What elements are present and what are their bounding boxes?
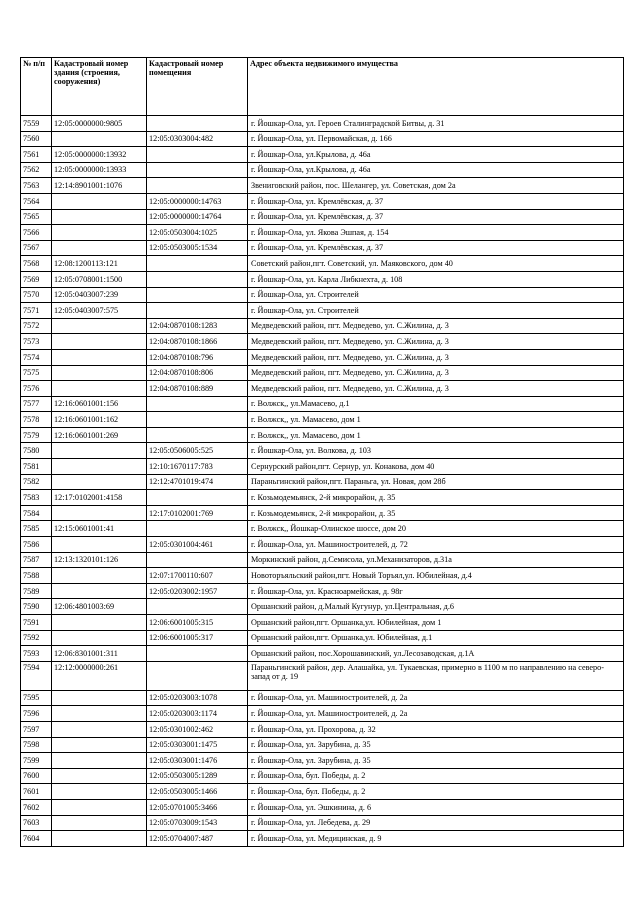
table-row — [21, 193, 624, 209]
cell-room-cadastral — [147, 256, 248, 272]
cell-building-cadastral: 12:05:0000000:13933 — [52, 162, 147, 178]
cell-room-cadastral: 12:05:0301002:462 — [147, 721, 248, 737]
cell-building-cadastral — [52, 768, 147, 784]
table-row — [21, 225, 624, 241]
cell-address: г. Йошкар-Ола, ул. Волкова, д. 103 — [248, 443, 624, 459]
cell-building-cadastral: 12:06:8301001:311 — [52, 646, 147, 662]
cell-room-cadastral: 12:17:0102001:769 — [147, 505, 248, 521]
cell-address: г. Йошкар-Ола, ул. Зарубина, д. 35 — [248, 737, 624, 753]
header-building-cadastral: Кадастровый номер здания (строения, сооружения) — [52, 58, 147, 116]
cell-building-cadastral — [52, 318, 147, 334]
cell-address: г. Йошкар-Ола, ул. Машиностроителей, д. 2а — [248, 706, 624, 722]
cell-address: г. Йошкар-Ола, ул. Медицинская, д. 9 — [248, 831, 624, 847]
cell-building-cadastral — [52, 365, 147, 381]
table-row — [21, 427, 624, 443]
table-row — [21, 799, 624, 815]
cell-row-number: 7591 — [21, 615, 52, 631]
cell-building-cadastral — [52, 131, 147, 147]
cell-row-number: 7592 — [21, 630, 52, 646]
cell-building-cadastral — [52, 334, 147, 350]
cell-room-cadastral: 12:05:0000000:14763 — [147, 193, 248, 209]
cell-row-number: 7567 — [21, 240, 52, 256]
cell-address: г. Йошкар-Ола, ул. Машиностроителей, д. 72 — [248, 537, 624, 553]
cell-row-number: 7575 — [21, 365, 52, 381]
cell-address: г. Йошкар-Ола, ул.Крылова, д. 46а — [248, 162, 624, 178]
cell-address: Оршанский район,пгт. Оршанка,ул. Юбилейная, д.1 — [248, 630, 624, 646]
cell-room-cadastral: 12:05:0506005:525 — [147, 443, 248, 459]
cell-room-cadastral: 12:05:0703009:1543 — [147, 815, 248, 831]
cell-row-number: 7582 — [21, 474, 52, 490]
table-row — [21, 459, 624, 475]
cell-building-cadastral: 12:05:0000000:9805 — [52, 116, 147, 132]
cell-row-number: 7594 — [21, 661, 52, 690]
table-row — [21, 116, 624, 132]
cell-address: г. Козьмодемьянск, 2-й микрорайон, д. 35 — [248, 490, 624, 506]
cell-address: г. Йошкар-Ола, ул. Зарубина, д. 35 — [248, 753, 624, 769]
cell-building-cadastral — [52, 583, 147, 599]
cell-address: Моркинский район, д.Семисола, ул.Механизаторов, д.31а — [248, 552, 624, 568]
cell-building-cadastral — [52, 799, 147, 815]
cell-room-cadastral: 12:04:0870108:1283 — [147, 318, 248, 334]
cell-room-cadastral — [147, 646, 248, 662]
table-row — [21, 768, 624, 784]
cell-room-cadastral — [147, 396, 248, 412]
cell-building-cadastral — [52, 209, 147, 225]
cell-address: г. Йошкар-Ола, ул. Карла Либкнехта, д. 108 — [248, 271, 624, 287]
cell-room-cadastral — [147, 521, 248, 537]
table-row — [21, 271, 624, 287]
cell-building-cadastral: 12:13:1320101:126 — [52, 552, 147, 568]
cell-address: Оршанский район, д.Малый Кугунур, ул.Центральная, д.6 — [248, 599, 624, 615]
table-row — [21, 615, 624, 631]
table-row — [21, 131, 624, 147]
cell-row-number: 7587 — [21, 552, 52, 568]
cell-room-cadastral: 12:05:0301004:461 — [147, 537, 248, 553]
cell-row-number: 7600 — [21, 768, 52, 784]
table-row — [21, 334, 624, 350]
cell-row-number: 7574 — [21, 349, 52, 365]
cell-row-number: 7566 — [21, 225, 52, 241]
table-row — [21, 815, 624, 831]
cell-building-cadastral — [52, 753, 147, 769]
cell-address: г. Йошкар-Ола, ул. Лебедева, д. 29 — [248, 815, 624, 831]
cell-room-cadastral — [147, 162, 248, 178]
table-row — [21, 490, 624, 506]
cell-address: г. Йошкар-Ола, ул. Кремлёвская, д. 37 — [248, 193, 624, 209]
table-row — [21, 552, 624, 568]
cell-building-cadastral: 12:14:8901001:1076 — [52, 178, 147, 194]
cell-building-cadastral — [52, 737, 147, 753]
cell-row-number: 7559 — [21, 116, 52, 132]
cell-room-cadastral: 12:05:0000000:14764 — [147, 209, 248, 225]
cell-address: Медведевский район, пгт. Медведево, ул. С.Жилина, д. 3 — [248, 365, 624, 381]
cell-address: Медведевский район, пгт. Медведево, ул. С.Жилина, д. 3 — [248, 349, 624, 365]
cell-address: г. Йошкар-Ола, бул. Победы, д. 2 — [248, 784, 624, 800]
cell-room-cadastral — [147, 178, 248, 194]
cell-room-cadastral: 12:05:0303004:482 — [147, 131, 248, 147]
cell-address: г. Волжск,, ул. Мамасево, дом 1 — [248, 412, 624, 428]
table-header-row — [21, 58, 624, 116]
cell-address: Новоторъяльский район,пгт. Новый Торъял,ул. Юбилейная, д.4 — [248, 568, 624, 584]
cell-building-cadastral — [52, 831, 147, 847]
cell-building-cadastral — [52, 784, 147, 800]
cell-room-cadastral — [147, 271, 248, 287]
table-row — [21, 646, 624, 662]
cell-building-cadastral — [52, 537, 147, 553]
header-address: Адрес объекта недвижимого имущества — [248, 58, 624, 116]
cell-row-number: 7595 — [21, 690, 52, 706]
cell-row-number: 7586 — [21, 537, 52, 553]
cell-room-cadastral — [147, 490, 248, 506]
table-row — [21, 521, 624, 537]
cell-building-cadastral: 12:17:0102001:4158 — [52, 490, 147, 506]
cell-room-cadastral: 12:05:0303001:1475 — [147, 737, 248, 753]
cell-room-cadastral: 12:04:0870108:889 — [147, 381, 248, 397]
table-row — [21, 784, 624, 800]
cell-row-number: 7596 — [21, 706, 52, 722]
cell-row-number: 7581 — [21, 459, 52, 475]
cell-building-cadastral: 12:15:0601001:41 — [52, 521, 147, 537]
cell-row-number: 7571 — [21, 303, 52, 319]
cell-row-number: 7569 — [21, 271, 52, 287]
cell-address: г. Йошкар-Ола, бул. Победы, д. 2 — [248, 768, 624, 784]
table-row — [21, 349, 624, 365]
cell-row-number: 7604 — [21, 831, 52, 847]
cell-building-cadastral: 12:08:1200113:121 — [52, 256, 147, 272]
table-row — [21, 178, 624, 194]
table-row — [21, 583, 624, 599]
cell-row-number: 7579 — [21, 427, 52, 443]
cell-address: Оршанский район,пгт. Оршанка,ул. Юбилейная, дом 1 — [248, 615, 624, 631]
cell-row-number: 7603 — [21, 815, 52, 831]
document-page — [20, 57, 623, 847]
cell-row-number: 7597 — [21, 721, 52, 737]
cell-room-cadastral — [147, 287, 248, 303]
cell-building-cadastral — [52, 706, 147, 722]
cell-room-cadastral — [147, 599, 248, 615]
cell-building-cadastral — [52, 349, 147, 365]
cell-address: г. Йошкар-Ола, ул. Якова Эшпая, д. 154 — [248, 225, 624, 241]
cell-address: г. Йошкар-Ола, ул. Эшкинина, д. 6 — [248, 799, 624, 815]
table-row — [21, 474, 624, 490]
cell-room-cadastral: 12:04:0870108:796 — [147, 349, 248, 365]
cell-building-cadastral — [52, 568, 147, 584]
table-row — [21, 162, 624, 178]
cell-address: г. Йошкар-Ола, ул. Прохорова, д. 32 — [248, 721, 624, 737]
table-row — [21, 396, 624, 412]
table-row — [21, 256, 624, 272]
table-row — [21, 630, 624, 646]
table-row — [21, 831, 624, 847]
cell-row-number: 7602 — [21, 799, 52, 815]
cell-room-cadastral: 12:05:0503005:1289 — [147, 768, 248, 784]
cell-room-cadastral — [147, 552, 248, 568]
table-row — [21, 318, 624, 334]
table-row — [21, 537, 624, 553]
cell-room-cadastral — [147, 661, 248, 690]
cell-room-cadastral: 12:07:1700110:607 — [147, 568, 248, 584]
cell-room-cadastral: 12:05:0203003:1174 — [147, 706, 248, 722]
cell-building-cadastral: 12:05:0708001:1500 — [52, 271, 147, 287]
cell-room-cadastral — [147, 427, 248, 443]
cell-building-cadastral — [52, 225, 147, 241]
cell-address: г. Волжск,, ул. Мамасево, дом 1 — [248, 427, 624, 443]
cell-room-cadastral: 12:05:0704007:487 — [147, 831, 248, 847]
cell-row-number: 7598 — [21, 737, 52, 753]
header-row-number: № п/п — [21, 58, 52, 116]
cell-room-cadastral: 12:12:4701019:474 — [147, 474, 248, 490]
cell-building-cadastral — [52, 381, 147, 397]
cell-room-cadastral: 12:05:0701005:3466 — [147, 799, 248, 815]
cell-room-cadastral: 12:05:0303001:1476 — [147, 753, 248, 769]
table-row — [21, 721, 624, 737]
table-row — [21, 599, 624, 615]
cell-address: Звениговский район, пос. Шелангер, ул. Советская, дом 2а — [248, 178, 624, 194]
table-row — [21, 303, 624, 319]
property-registry-table — [20, 57, 624, 847]
cell-row-number: 7563 — [21, 178, 52, 194]
cell-room-cadastral: 12:05:0203003:1078 — [147, 690, 248, 706]
cell-room-cadastral: 12:05:0203002:1957 — [147, 583, 248, 599]
cell-address: Параньгинский район,пгт. Параньга, ул. Новая, дом 28б — [248, 474, 624, 490]
header-room-cadastral: Кадастровый номер помещения — [147, 58, 248, 116]
cell-row-number: 7578 — [21, 412, 52, 428]
cell-address: Сернурский район,пгт. Сернур, ул. Конакова, дом 40 — [248, 459, 624, 475]
cell-room-cadastral: 12:05:0503005:1534 — [147, 240, 248, 256]
cell-building-cadastral — [52, 615, 147, 631]
cell-address: Параньгинский район, дер. Алашайка, ул. Тукаевская, примерно в 1100 м по направлению на северо-запад от д. 19 — [248, 661, 624, 690]
cell-row-number: 7562 — [21, 162, 52, 178]
cell-building-cadastral — [52, 193, 147, 209]
cell-address: г. Йошкар-Ола, ул. Машиностроителей, д. 2а — [248, 690, 624, 706]
cell-row-number: 7583 — [21, 490, 52, 506]
cell-address: г. Йошкар-Ола, ул. Кремлёвская, д. 37 — [248, 240, 624, 256]
cell-address: г. Йошкар-Ола, ул. Кремлёвская, д. 37 — [248, 209, 624, 225]
table-row — [21, 661, 624, 690]
table-row — [21, 381, 624, 397]
cell-row-number: 7560 — [21, 131, 52, 147]
cell-row-number: 7584 — [21, 505, 52, 521]
cell-building-cadastral: 12:16:0601001:156 — [52, 396, 147, 412]
cell-building-cadastral — [52, 721, 147, 737]
cell-row-number: 7590 — [21, 599, 52, 615]
cell-building-cadastral: 12:05:0000000:13932 — [52, 147, 147, 163]
cell-row-number: 7573 — [21, 334, 52, 350]
table-row — [21, 737, 624, 753]
cell-building-cadastral: 12:12:0000000:261 — [52, 661, 147, 690]
cell-room-cadastral: 12:10:1670117:783 — [147, 459, 248, 475]
cell-row-number: 7576 — [21, 381, 52, 397]
table-row — [21, 240, 624, 256]
cell-building-cadastral: 12:16:0601001:162 — [52, 412, 147, 428]
cell-address: г. Козьмодемьянск, 2-й микрорайон, д. 35 — [248, 505, 624, 521]
cell-building-cadastral — [52, 459, 147, 475]
cell-row-number: 7588 — [21, 568, 52, 584]
cell-building-cadastral: 12:16:0601001:269 — [52, 427, 147, 443]
cell-address: г. Йошкар-Ола, ул. Героев Сталинградской Битвы, д. 31 — [248, 116, 624, 132]
cell-address: г. Волжск,, Йошкар-Олинское шоссе, дом 20 — [248, 521, 624, 537]
cell-address: Медведевский район, пгт. Медведево, ул. С.Жилина, д. 3 — [248, 381, 624, 397]
cell-building-cadastral: 12:05:0403007:575 — [52, 303, 147, 319]
cell-row-number: 7585 — [21, 521, 52, 537]
cell-building-cadastral — [52, 443, 147, 459]
cell-address: г. Йошкар-Ола, ул. Строителей — [248, 287, 624, 303]
cell-room-cadastral: 12:04:0870108:1866 — [147, 334, 248, 350]
table-row — [21, 147, 624, 163]
cell-building-cadastral — [52, 690, 147, 706]
cell-row-number: 7580 — [21, 443, 52, 459]
cell-room-cadastral: 12:06:6001005:317 — [147, 630, 248, 646]
table-row — [21, 690, 624, 706]
cell-building-cadastral — [52, 815, 147, 831]
cell-room-cadastral: 12:05:0503004:1025 — [147, 225, 248, 241]
cell-row-number: 7570 — [21, 287, 52, 303]
cell-address: г. Йошкар-Ола, ул.Крылова, д. 46а — [248, 147, 624, 163]
cell-address: Медведевский район, пгт. Медведево, ул. С.Жилина, д. 3 — [248, 334, 624, 350]
table-row — [21, 365, 624, 381]
cell-row-number: 7565 — [21, 209, 52, 225]
cell-room-cadastral: 12:05:0503005:1466 — [147, 784, 248, 800]
cell-building-cadastral: 12:06:4801003:69 — [52, 599, 147, 615]
table-row — [21, 443, 624, 459]
table-row — [21, 706, 624, 722]
cell-row-number: 7589 — [21, 583, 52, 599]
cell-room-cadastral — [147, 303, 248, 319]
cell-row-number: 7561 — [21, 147, 52, 163]
cell-building-cadastral: 12:05:0403007:239 — [52, 287, 147, 303]
cell-row-number: 7572 — [21, 318, 52, 334]
cell-address: г. Йошкар-Ола, ул. Строителей — [248, 303, 624, 319]
cell-building-cadastral — [52, 240, 147, 256]
cell-row-number: 7564 — [21, 193, 52, 209]
cell-room-cadastral — [147, 116, 248, 132]
cell-address: г. Волжск,, ул.Мамасево, д.1 — [248, 396, 624, 412]
table-row — [21, 209, 624, 225]
cell-row-number: 7593 — [21, 646, 52, 662]
cell-address: Медведевский район, пгт. Медведево, ул. С.Жилина, д. 3 — [248, 318, 624, 334]
cell-building-cadastral — [52, 630, 147, 646]
cell-building-cadastral — [52, 505, 147, 521]
cell-address: г. Йошкар-Ола, ул. Красноармейская, д. 98г — [248, 583, 624, 599]
cell-address: Советский район,пгт. Советский, ул. Маяковского, дом 40 — [248, 256, 624, 272]
cell-row-number: 7601 — [21, 784, 52, 800]
cell-row-number: 7577 — [21, 396, 52, 412]
cell-address: г. Йошкар-Ола, ул. Первомайская, д. 166 — [248, 131, 624, 147]
cell-room-cadastral — [147, 412, 248, 428]
table-row — [21, 753, 624, 769]
table-body — [21, 116, 624, 847]
table-row — [21, 568, 624, 584]
table-row — [21, 287, 624, 303]
cell-building-cadastral — [52, 474, 147, 490]
cell-room-cadastral: 12:06:6001005:315 — [147, 615, 248, 631]
cell-row-number: 7599 — [21, 753, 52, 769]
cell-room-cadastral — [147, 147, 248, 163]
cell-room-cadastral: 12:04:0870108:806 — [147, 365, 248, 381]
cell-address: Оршанский район, пос.Хорошавинский, ул.Лесозаводская, д.1А — [248, 646, 624, 662]
table-row — [21, 412, 624, 428]
cell-row-number: 7568 — [21, 256, 52, 272]
table-row — [21, 505, 624, 521]
